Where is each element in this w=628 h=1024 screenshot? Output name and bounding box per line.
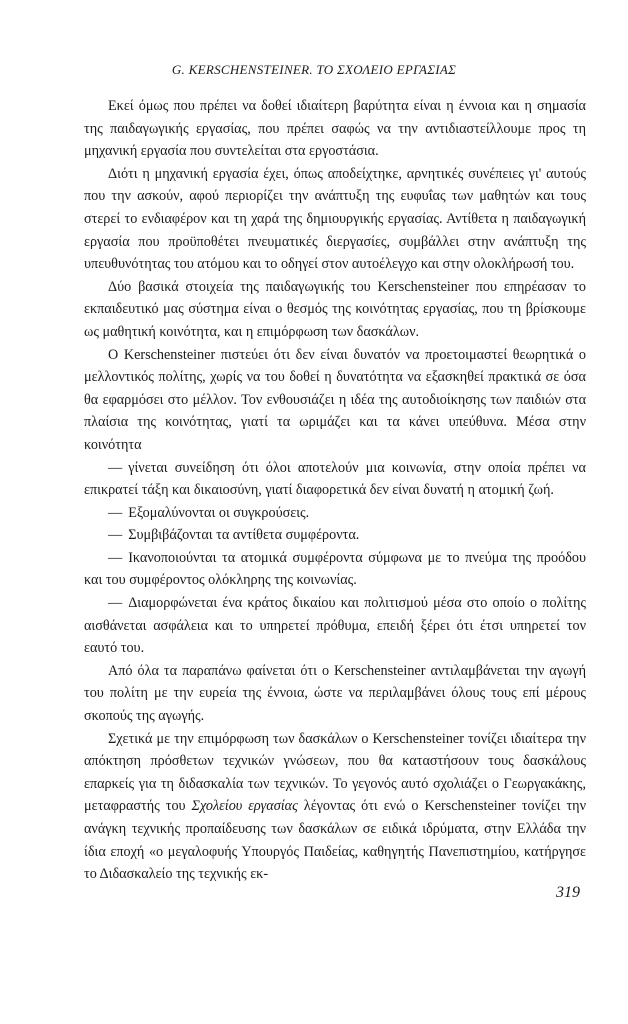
paragraph: Εκεί όμως που πρέπει να δοθεί ιδιαίτερη βαρύτητα είναι η έννοια και η σημασία της παιδαγωγικής εργασίας, που πρέπει σαφώς να την αντιδιαστείλλουμε προς τη μηχανική εργασία που συντελείται στα εργοστάσια.: [84, 98, 586, 160]
dash-list-item: [84, 524, 586, 547]
dash-item-text: γίνεται συνείδηση ότι όλοι αποτελούν μια κοινωνία, στην οποία πρέπει να επικρατεί τάξη και δικαιοσύνη, γιατί διαφορετικά δεν είναι δυνατή η ατομική ζωή.: [84, 459, 586, 499]
paragraph: [84, 728, 586, 886]
page-number: 319: [556, 884, 580, 901]
dash-mark: —: [108, 527, 123, 544]
dash-item-text: Διαμορφώνεται ένα κράτος δικαίου και πολιτισμού μέσα στο οποίο ο πολίτης αισθάνεται ασφάλεια και το υπηρετεί πρόθυμα, επειδή ξέρει ότι έτσι υπηρετεί τον εαυτό του.: [84, 595, 586, 657]
paragraph: Ο Kerschensteiner πιστεύει ότι δεν είναι δυνατόν να προετοιμαστεί θεωρητικά ο μελλοντικός πολίτης, χωρίς να του δοθεί η δυνατότητα να εξασκηθεί πρακτικά σε όσα θα εφαρμόσει στο μέλλον. Τον ενθουσιάζει η ιδέα της αυτοδιοίκησης των παιδιών στα πλαίσια της κοινότητας, γιατί τα ωριμάζει και τα κάνει υπεύθυνα. Μέσα στην κοινότητα: [84, 346, 586, 453]
dash-mark: —: [108, 459, 123, 476]
paragraph: Από όλα τα παραπάνω φαίνεται ότι ο Kerschensteiner αντιλαμβάνεται την αγωγή του πολίτη με την ευρεία της έννοια, ώστε να περιλαμβάνει όλους τους επί μέρους σκοπούς της αγωγής.: [84, 662, 586, 725]
dash-list-item: [84, 502, 586, 525]
book-title-italic: Σχολείου εργασίας: [191, 798, 298, 815]
body-text: [84, 95, 586, 886]
dash-list-item: [84, 457, 586, 502]
dash-list-item: [84, 547, 586, 592]
dash-list-item: [84, 592, 586, 660]
paragraph-text: Σχετικά με την επιμόρφωση των δασκάλων ο Kerschensteiner τονίζει ιδιαίτερα την απόκτηση πρόσθετων τεχνικών γνώσεων, που θα καταστήσουν τους δασκάλους επαρκείς για τη διδασκαλία των τεχνικών. Το γεγονός αυτό σχολιάζει ο Γεωργακάκης, μεταφραστής του: [84, 730, 586, 815]
paragraph: Διότι η μηχανική εργασία έχει, όπως αποδείχτηκε, αρνητικές συνέπειες γι' αυτούς που την ασκούν, αφού περιορίζει την ανάπτυξη της ευφυΐας των μαθητών και τους στερεί το ενδιαφέρον και τη χαρά της δημιουργικής εργασίας. Αντίθετα η παιδαγωγική εργασία που προϋποθέτει πνευματικές διεργασίες, συμβάλλει στην ανάπτυξη της υπευθυνότητας του ατόμου και το οδηγεί στον αυτοέλεγχο και στην ολοκλήρωσή του.: [84, 165, 586, 273]
dash-item-text: Συμβιβάζονται τα αντίθετα συμφέροντα.: [128, 527, 360, 544]
dash-mark: —: [108, 504, 123, 521]
dash-mark: —: [108, 549, 123, 566]
running-header: G. KERSCHENSTEINER. ΤΟ ΣΧΟΛΕΙΟ ΕΡΓΑΣΙΑΣ: [171, 62, 457, 77]
paragraph: Δύο βασικά στοιχεία της παιδαγωγικής του Kerschensteiner που επηρέασαν το εκπαιδευτικό μας σύστημα είναι ο θεσμός της κοινότητας εργασίας, που τη βρίσκουμε ως μαθητική κοινότητα, και η επιμόρφωση των δασκάλων.: [84, 278, 586, 340]
dash-mark: —: [108, 595, 123, 612]
dash-item-text: Εξομαλύνονται οι συγκρούσεις.: [128, 504, 310, 521]
paragraph-text: λέγοντας ότι ενώ ο Kerschensteiner τονίζει την ανάγκη τεχνικής προπαίδευσης των δασκάλων σε ειδικά ιδρύματα, στην Ελλάδα την ίδια εποχή «ο μεγαλοφυής Υπουργός Παιδείας, καθηγητής Πανεπιστημίου, κατήργησε το Διδασκαλείο της τεχνικής εκ-: [84, 798, 586, 883]
dash-item-text: Ικανοποιούνται τα ατομικά συμφέροντα σύμφωνα με το πνεύμα της προόδου και του συμφέροντος ολόκληρης της κοινωνίας.: [84, 549, 586, 589]
